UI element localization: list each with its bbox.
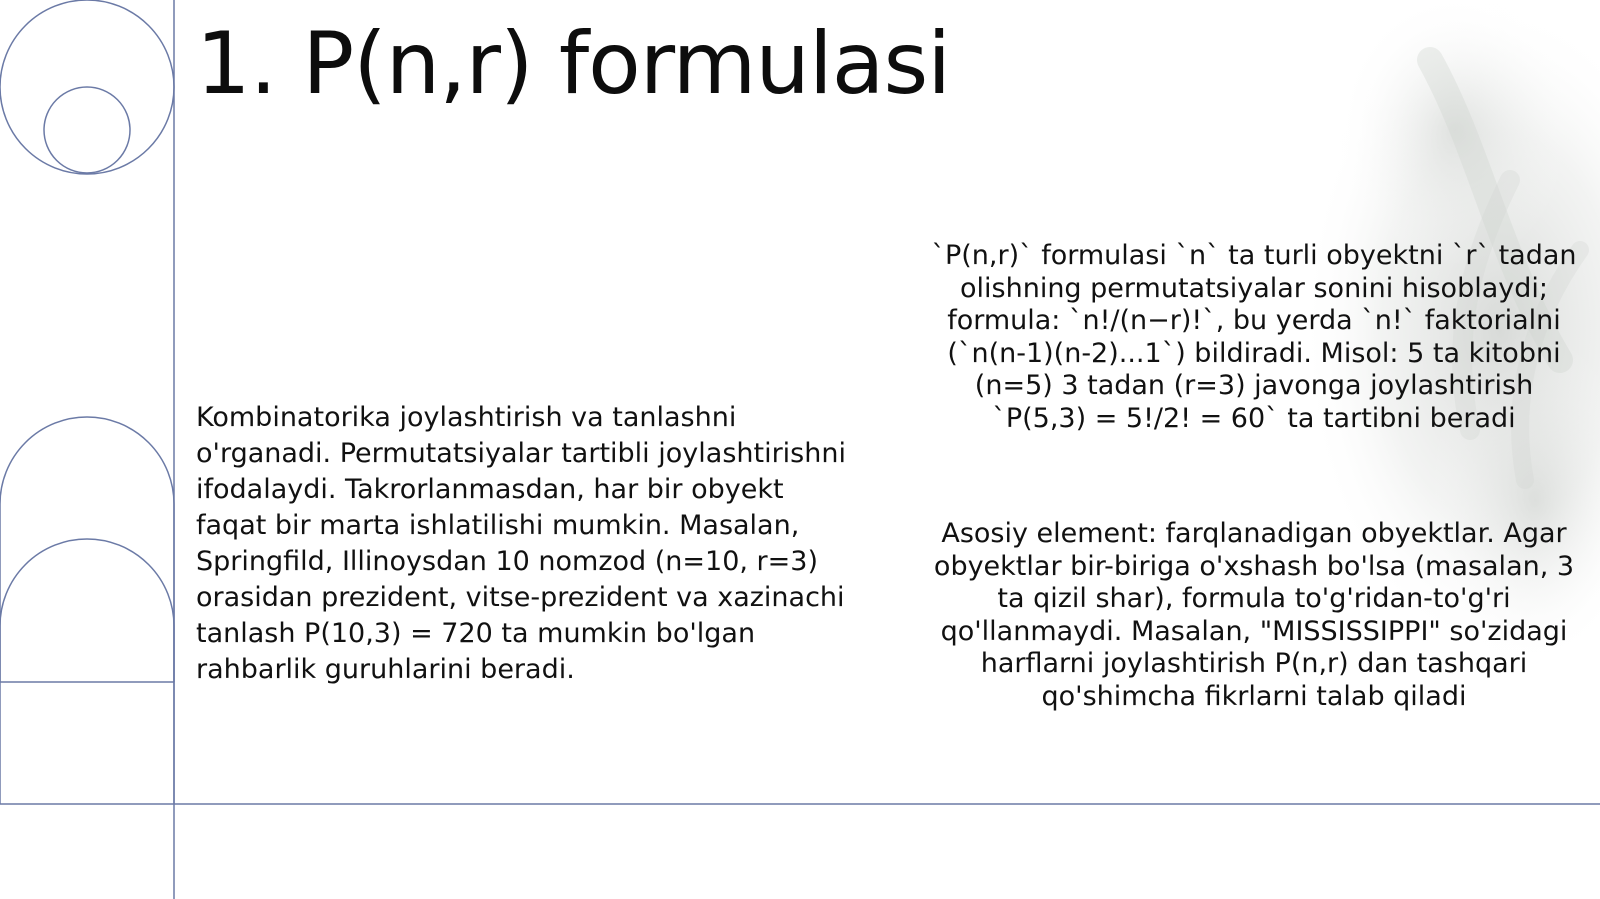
right-paragraph-distinct-objects: Asosiy element: farqlanadigan obyektlar. Agar obyektlar bir-biriga o'xshash bo'lsa (masalan, 3 ta qizil shar), formula to'g'ridan-to'g'ri qo'llanmaydi. Masalan, "MISSISSIPPI" so'zidagi harflarni joylashtirish P(n,r) dan tashqari qo'shimcha fikrlarni talab qiladi (933, 518, 1575, 712)
right-paragraph-formula: `P(n,r)` formulasi `n` ta turli obyektni `r` tadan olishning permutatsiyalar sonini hisoblaydi; formula: `n!/(n−r)!`, bu yerda `n!` faktorialni (`n(n-1)(n-2)...1`) bildiradi. Misol: 5 ta kitobni (n=5) 3 tadan (r=3) javonga joylashtirish `P(5,3) = 5!/2! = 60` ta tartibni beradi (931, 240, 1577, 434)
upper-arch (0, 417, 174, 682)
slide-title: 1. P(n,r) formulasi (196, 14, 951, 114)
small-circle (44, 87, 130, 173)
lower-arch (0, 539, 174, 804)
left-paragraph: Kombinatorika joylashtirish va tanlashni o'rganadi. Permutatsiyalar tartibli joylashtirishni ifodalaydi. Takrorlanmasdan, har bir obyekt faqat bir marta ishlatilishi mumkin. Masalan, Springfild, Illinoysdan 10 nomzod (n=10, r=3) orasidan prezident, vitse-prezident va xazinachi tanlash P(10,3) = 720 ta mumkin bo'lgan rahbarlik guruhlarini beradi. (196, 402, 846, 685)
